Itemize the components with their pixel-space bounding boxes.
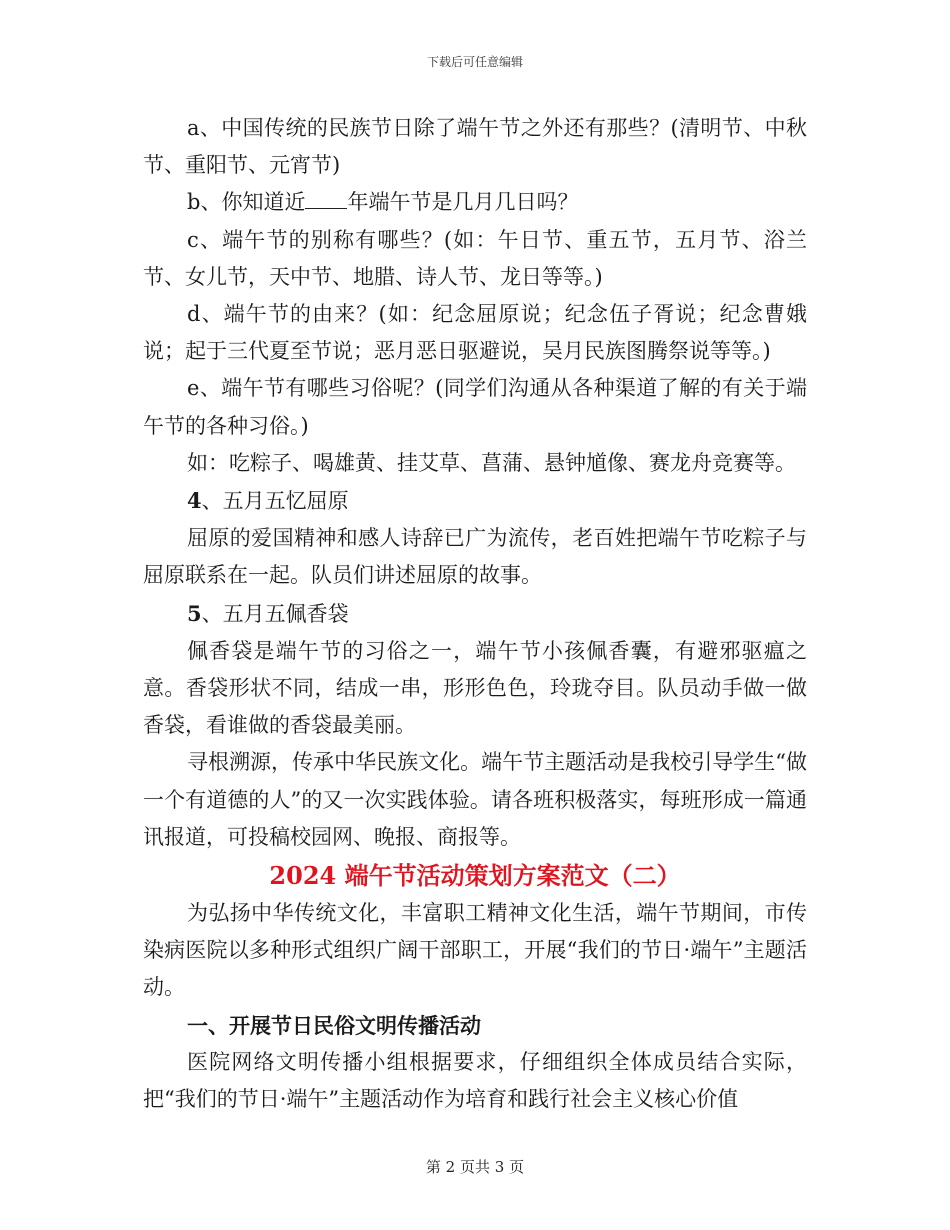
customs-list: 如：吃粽子、喝雄黄、挂艾草、菖蒲、悬钟馗像、赛龙舟竞赛等。 bbox=[187, 450, 796, 475]
heading-5-number: 5 bbox=[187, 600, 202, 626]
page-header: 下载后可任意编辑 bbox=[426, 55, 523, 69]
paragraph-4: 屈原的爱国精神和感人诗辞已广为流传，老百姓把端午节吃粽子与屈原联系在一起。队员们讲述屈原的故事。 bbox=[143, 526, 807, 588]
question-b bbox=[143, 184, 807, 221]
heading-4 bbox=[143, 482, 807, 520]
section-title: 2024 端午节活动策划方案范文（二） bbox=[269, 861, 681, 891]
question-c: c、端午节的别称有哪些？(如：午日节、重五节，五月节、浴兰节、女儿节，天中节、地腊、诗人节、龙日等等。) bbox=[143, 227, 807, 289]
paragraph-5: 佩香袋是端午节的习俗之一，端午节小孩佩香囊，有避邪驱瘟之意。香袋形状不同，结成一串，形形色色，玲珑夺目。队员动手做一做香袋，看谁做的香袋最美丽。 bbox=[143, 638, 807, 738]
section2-intro: 为弘扬中华传统文化，丰富职工精神文化生活，端午节期间，市传染病医院以多种形式组织广阔干部职工，开展“我们的节日·端午”主题活动。 bbox=[143, 901, 807, 1000]
question-b-suffix: 年端午节是几月几日吗？ bbox=[347, 190, 579, 215]
fill-in-blank bbox=[305, 190, 347, 209]
heading-4-number: 4 bbox=[187, 488, 202, 514]
section2-body-1: 医院网络文明传播小组根据要求，仔细组织全体成员结合实际，把“我们的节日·端午”主题活动作为培育和践行社会主义核心价值 bbox=[143, 1049, 807, 1112]
question-e: e、端午节有哪些习俗呢？(同学们沟通从各种渠道了解的有关于端午节的各种习俗。) bbox=[143, 376, 807, 438]
heading-5-text: 、五月五佩香袋 bbox=[201, 601, 349, 626]
question-d: d、端午节的由来？(如：纪念屈原说；纪念伍子胥说；纪念曹娥说；起于三代夏至节说；恶月恶日驱避说，吴月民族图腾祭说等等。) bbox=[143, 302, 807, 364]
question-b-prefix: b、你知道近 bbox=[187, 190, 306, 215]
heading-5 bbox=[143, 595, 807, 633]
paragraph-6: 寻根溯源，传承中华民族文化。端午节主题活动是我校引导学生“做一个有道德的人”的又一次实践体验。请各班积极落实，每班形成一篇通讯报道，可投稿校园网、晚报、商报等。 bbox=[143, 750, 807, 849]
document-body bbox=[143, 110, 807, 1118]
page-footer: 第 2 页共 3 页 bbox=[425, 1158, 525, 1176]
section2-heading-1: 一、开展节日民俗文明传播活动 bbox=[187, 1012, 481, 1038]
heading-4-text: 、五月五忆屈原 bbox=[201, 489, 349, 514]
question-a: a、中国传统的民族节日除了端午节之外还有那些？(清明节、中秋节、重阳节、元宵节) bbox=[143, 116, 807, 178]
